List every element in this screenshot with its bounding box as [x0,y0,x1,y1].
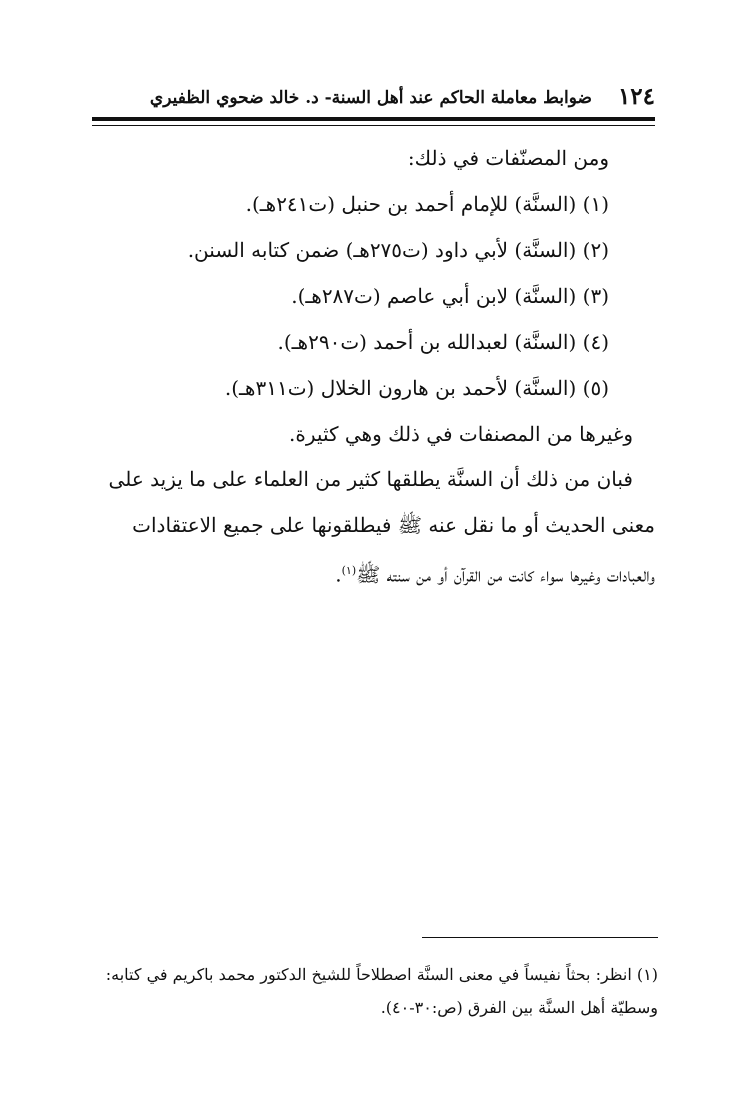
closing-line: وغيرها من المصنفات في ذلك وهي كثيرة. [289,422,633,446]
header-rule-thin [92,125,655,126]
list-item: (٢) (السنَّة) لأبي داود (ت٢٧٥هـ) ضمن كتابه السنن. [187,238,609,262]
paragraph-line-last [92,548,655,598]
footnote-reference[interactable]: (١) [341,564,357,577]
page-number: ١٢٤ [617,83,655,110]
paragraph-line: فبان من ذلك أن السنَّة يطلقها كثير من العلماء على ما يزيد على [108,467,633,491]
list-item: (٤) (السنَّة) لعبدالله بن أحمد (ت٢٩٠هـ). [277,330,609,354]
footnote-line: (١) انظر: بحثاً نفيساً في معنى السنَّة اصطلاحاً للشيخ الدكتور محمد باكريم في كتابه: [105,965,658,984]
paragraph [92,457,655,598]
footnote-line: وسطيّة أهل السنَّة بين الفرق (ص:٣٠-٤٠). [380,998,658,1017]
paragraph-end: . [335,562,342,587]
list-item: (١) (السنَّة) للإمام أحمد بن حنبل (ت٢٤١هـ). [245,192,609,216]
list-item: (٥) (السنَّة) لأحمد بن هارون الخلال (ت٣١١هـ). [224,376,609,400]
paragraph-line-text: والعبادات وغيرها سواء كانت من القرآن أو من سنته ﷺ [356,562,655,587]
intro-line: ومن المصنّفات في ذلك: [407,146,609,170]
paragraph-line: معنى الحديث أو ما نقل عنه ﷺ فيطلقونها على جميع الاعتقادات [132,512,655,537]
header-rule-thick [92,117,655,121]
footnote [92,958,658,1024]
main-text [92,135,655,598]
footnote-separator [422,937,658,938]
list-item: (٣) (السنَّة) لابن أبي عاصم (ت٢٨٧هـ). [291,284,609,308]
running-title: ضوابط معاملة الحاكم عند أهل السنة- د. خالد ضحوي الظفيري [149,88,592,108]
page-header [92,76,655,112]
